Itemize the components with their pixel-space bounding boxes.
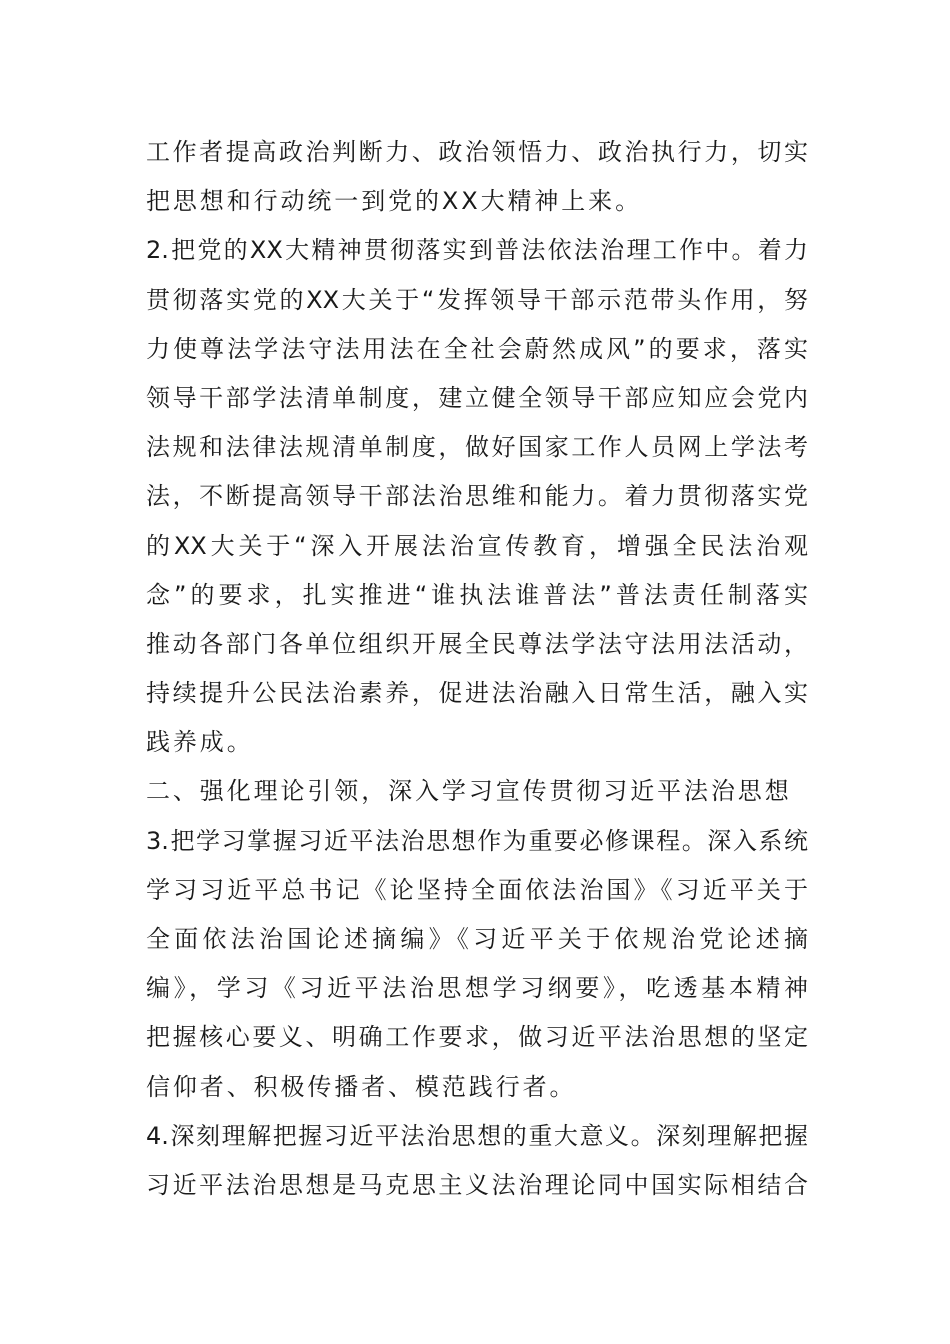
text-line: 编》，学习《习近平法治思想学习纲要》，吃透基本精神: [146, 974, 808, 1003]
text-line: 领导干部学法清单制度，建立健全领导干部应知应会党内: [146, 383, 808, 412]
text-line: 的XX大关于“深入开展法治宣传教育，增强全民法治观: [146, 531, 808, 560]
text-line: 把思想和行动统一到党的XX大精神上来。: [146, 187, 642, 216]
text-line: 全面依法治国论述摘编》《习近平关于依规治党论述摘: [146, 925, 808, 953]
text-line: 贯彻落实党的XX大关于“发挥领导干部示范带头作用，努: [146, 285, 808, 314]
text-line: 法，不断提高领导干部法治思维和能力。着力贯彻落实党: [146, 482, 808, 511]
text-line: 学习习近平总书记《论坚持全面依法治国》《习近平关于: [146, 875, 808, 904]
text-line: 践养成。: [146, 728, 254, 757]
document-body: [146, 128, 808, 1210]
text-line: 持续提升公民法治素养，促进法治融入日常生活，融入实: [146, 679, 808, 708]
text-line: 推动各部门各单位组织开展全民尊法学法守法用法活动，: [146, 629, 808, 658]
text-line: 法规和法律法规清单制度，做好国家工作人员网上学法考: [146, 433, 808, 462]
text-line: 2.把党的XX大精神贯彻落实到普法依法治理工作中。着力: [146, 236, 808, 265]
section-heading: 二、强化理论引领，深入学习宣传贯彻习近平法治思想: [146, 777, 792, 806]
text-line: 信仰者、积极传播者、模范践行者。: [146, 1072, 577, 1101]
text-line: 4.深刻理解把握习近平法治思想的重大意义。深刻理解把握: [146, 1121, 808, 1150]
text-line: 工作者提高政治判断力、政治领悟力、政治执行力，切实: [146, 138, 808, 166]
text-line: 习近平法治思想是马克思主义法治理论同中国实际相结合: [146, 1170, 808, 1199]
text-line: 3.把学习掌握习近平法治思想作为重要必修课程。深入系统: [146, 826, 808, 855]
text-line: 念”的要求，扎实推进“谁执法谁普法”普法责任制落实: [146, 580, 808, 609]
text-line: 把握核心要义、明确工作要求，做习近平法治思想的坚定: [146, 1023, 808, 1052]
text-line: 力使尊法学法守法用法在全社会蔚然成风”的要求，落实: [146, 334, 808, 363]
